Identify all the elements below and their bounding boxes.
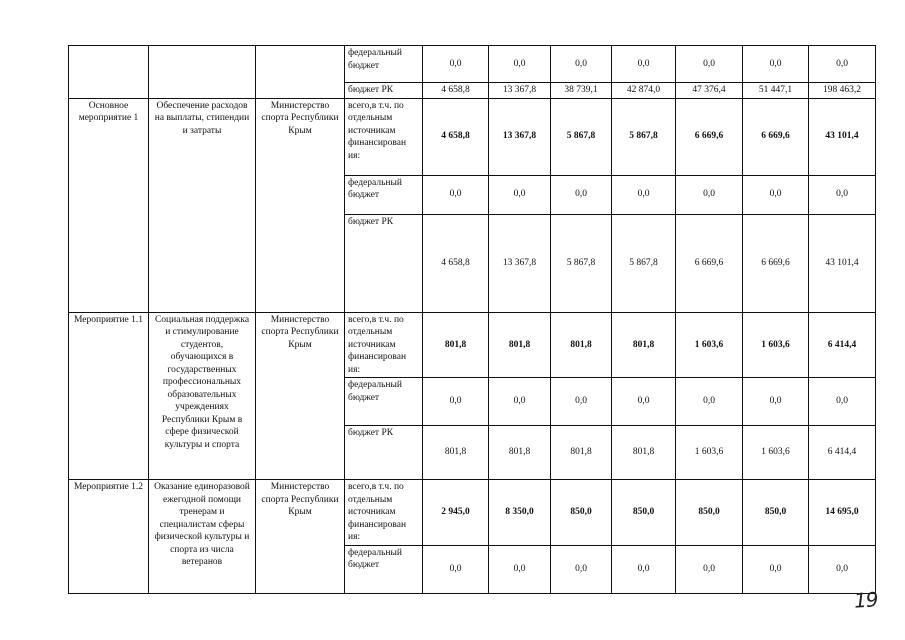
value-cell: 0,0	[743, 46, 809, 83]
table-row	[69, 46, 876, 83]
value-cell: 850,0	[612, 480, 676, 546]
measure-description: Оказание единоразовой ежегодной помощи тренерам и специалистам сферы физической культуры и спорта из числа ветеранов	[149, 480, 256, 594]
value-cell: 801,8	[551, 312, 612, 378]
source-rk: бюджет РК	[345, 214, 423, 312]
value-cell: 801,8	[423, 312, 489, 378]
value-cell: 0,0	[809, 378, 876, 426]
value-cell: 0,0	[551, 545, 612, 593]
value-cell: 6 669,6	[676, 98, 743, 175]
value-cell: 47 376,4	[676, 83, 743, 99]
table-row	[69, 480, 876, 546]
value-cell: 1 603,6	[676, 312, 743, 378]
value-cell: 0,0	[676, 46, 743, 83]
value-cell: 0,0	[612, 46, 676, 83]
value-cell: 0,0	[612, 378, 676, 426]
value-cell: 0,0	[489, 46, 551, 83]
value-cell: 0,0	[676, 175, 743, 214]
value-cell: 0,0	[612, 175, 676, 214]
value-cell: 0,0	[809, 545, 876, 593]
table-row	[69, 312, 876, 378]
value-cell: 13 367,8	[489, 98, 551, 175]
source-federal: федеральный бюджет	[345, 378, 423, 426]
value-cell: 1 603,6	[676, 426, 743, 480]
value-cell: 6 414,4	[809, 312, 876, 378]
value-cell: 6 669,6	[743, 214, 809, 312]
source-total: всего,в т.ч. по отдельным источникам финансирован ия:	[345, 98, 423, 175]
value-cell: 0,0	[676, 378, 743, 426]
value-cell: 850,0	[551, 480, 612, 546]
value-cell: 801,8	[612, 312, 676, 378]
value-cell: 2 945,0	[423, 480, 489, 546]
value-cell: 198 463,2	[809, 83, 876, 99]
source-total: всего,в т.ч. по отдельным источникам финансирован ия:	[345, 312, 423, 378]
value-cell: 0,0	[423, 378, 489, 426]
measure-description: Обеспечение расходов на выплаты, стипендии и затраты	[149, 98, 256, 312]
value-cell: 51 447,1	[743, 83, 809, 99]
empty-cell	[149, 46, 256, 99]
value-cell: 13 367,8	[489, 214, 551, 312]
value-cell: 8 350,0	[489, 480, 551, 546]
value-cell: 1 603,6	[743, 312, 809, 378]
source-federal: федеральный бюджет	[345, 46, 423, 83]
value-cell: 5 867,8	[551, 214, 612, 312]
value-cell: 1 603,6	[743, 426, 809, 480]
value-cell: 4 658,8	[423, 214, 489, 312]
value-cell: 4 658,8	[423, 83, 489, 99]
value-cell: 801,8	[612, 426, 676, 480]
value-cell: 6 669,6	[676, 214, 743, 312]
source-rk: бюджет РК	[345, 83, 423, 99]
value-cell: 13 367,8	[489, 83, 551, 99]
measure-name: Мероприятие 1.2	[69, 480, 149, 594]
measure-executor: Министерство спорта Республики Крым	[256, 480, 345, 594]
value-cell: 4 658,8	[423, 98, 489, 175]
value-cell: 801,8	[489, 312, 551, 378]
source-federal: федеральный бюджет	[345, 545, 423, 593]
value-cell: 0,0	[551, 175, 612, 214]
value-cell: 801,8	[489, 426, 551, 480]
empty-cell	[69, 46, 149, 99]
value-cell: 0,0	[423, 545, 489, 593]
value-cell: 0,0	[489, 378, 551, 426]
value-cell: 0,0	[489, 175, 551, 214]
value-cell: 43 101,4	[809, 98, 876, 175]
value-cell: 14 695,0	[809, 480, 876, 546]
measure-executor: Министерство спорта Республики Крым	[256, 312, 345, 480]
value-cell: 6 669,6	[743, 98, 809, 175]
value-cell: 0,0	[743, 175, 809, 214]
value-cell: 5 867,8	[551, 98, 612, 175]
budget-table	[68, 45, 876, 594]
source-rk: бюджет РК	[345, 426, 423, 480]
value-cell: 801,8	[551, 426, 612, 480]
value-cell: 850,0	[743, 480, 809, 546]
measure-name: Мероприятие 1.1	[69, 312, 149, 480]
value-cell: 801,8	[423, 426, 489, 480]
value-cell: 0,0	[612, 545, 676, 593]
page-number: 19	[853, 587, 879, 613]
value-cell: 43 101,4	[809, 214, 876, 312]
value-cell: 5 867,8	[612, 214, 676, 312]
value-cell: 0,0	[423, 175, 489, 214]
measure-description: Социальная поддержка и стимулирование студентов, обучающихся в государственных профессиональных образовательных учреждениях Республики Крым в сфере физической культуры и спорта	[149, 312, 256, 480]
value-cell: 0,0	[809, 46, 876, 83]
value-cell: 0,0	[809, 175, 876, 214]
table-row	[69, 98, 876, 175]
value-cell: 0,0	[551, 378, 612, 426]
source-total: всего,в т.ч. по отдельным источникам финансирован ия:	[345, 480, 423, 546]
value-cell: 6 414,4	[809, 426, 876, 480]
measure-executor: Министерство спорта Республики Крым	[256, 98, 345, 312]
empty-cell	[256, 46, 345, 99]
value-cell: 5 867,8	[612, 98, 676, 175]
value-cell: 850,0	[676, 480, 743, 546]
measure-name: Основное мероприятие 1	[69, 98, 149, 312]
value-cell: 0,0	[423, 46, 489, 83]
value-cell: 38 739,1	[551, 83, 612, 99]
value-cell: 0,0	[743, 378, 809, 426]
source-federal: федеральный бюджет	[345, 175, 423, 214]
value-cell: 0,0	[551, 46, 612, 83]
value-cell: 0,0	[489, 545, 551, 593]
value-cell: 0,0	[743, 545, 809, 593]
value-cell: 42 874,0	[612, 83, 676, 99]
value-cell: 0,0	[676, 545, 743, 593]
